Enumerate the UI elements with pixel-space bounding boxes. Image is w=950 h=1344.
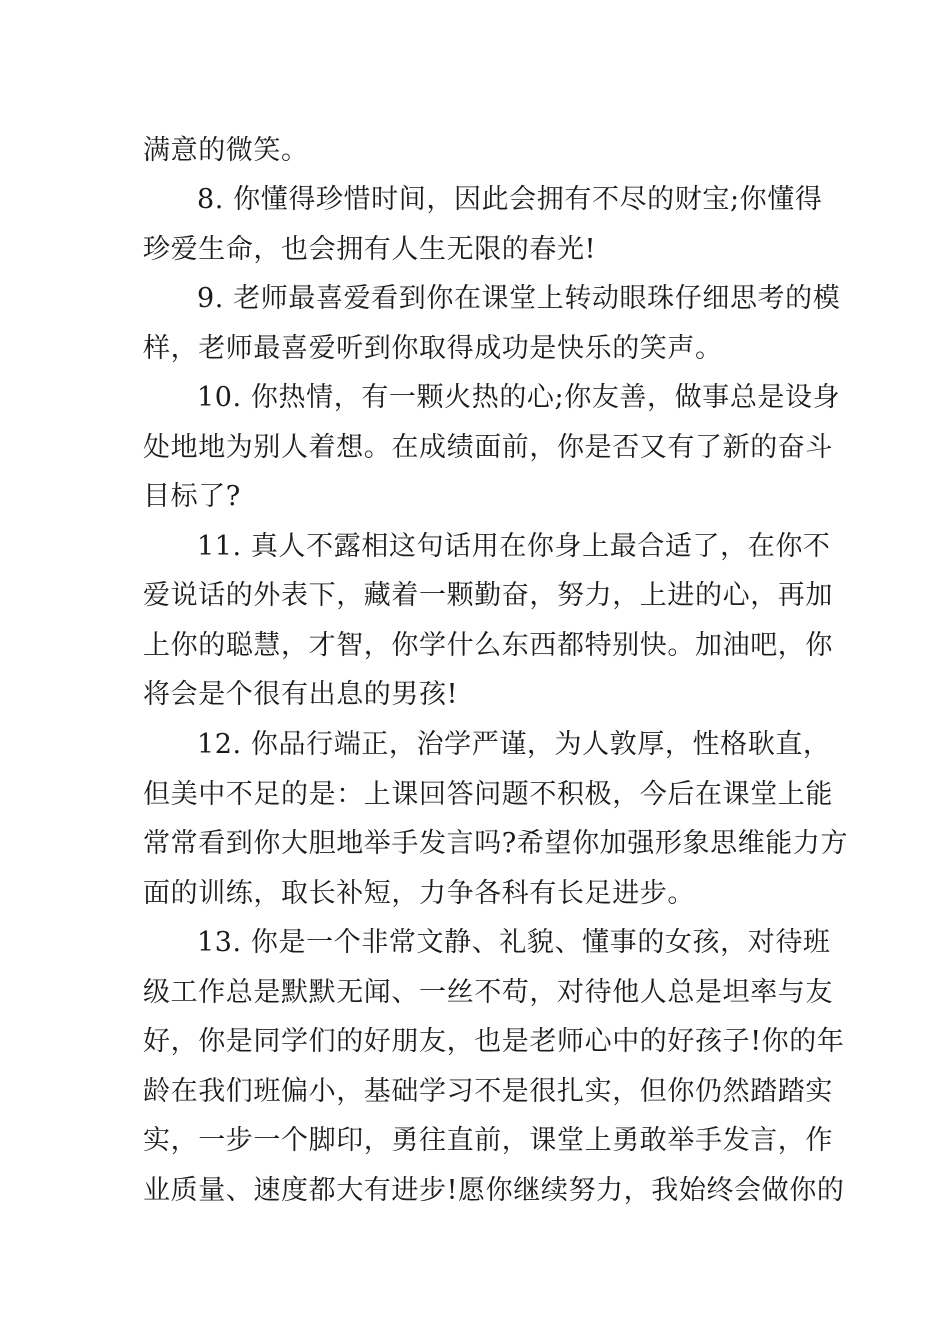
text-line: 面的训练，取长补短，力争各科有长足进步。 (143, 878, 695, 909)
text-line: 实，一步一个脚印，勇往直前，课堂上勇敢举手发言，作 (143, 1125, 833, 1156)
text-line: 龄在我们班偏小，基础学习不是很扎实，但你仍然踏踏实 (143, 1076, 833, 1107)
text-line: 业质量、速度都大有进步!愿你继续努力，我始终会做你的 (143, 1175, 845, 1206)
text-line: 9. 老师最喜爱看到你在课堂上转动眼珠仔细思考的模 (197, 283, 841, 314)
text-line: 目标了? (143, 481, 241, 512)
text-line: 10. 你热情，有一颗火热的心;你友善，做事总是设身 (197, 382, 841, 413)
text-line: 满意的微笑。 (143, 135, 309, 166)
text-line: 13. 你是一个非常文静、礼貌、懂事的女孩，对待班 (197, 927, 831, 958)
text-line: 将会是个很有出息的男孩! (143, 679, 459, 710)
text-line: 珍爱生命，也会拥有人生无限的春光! (143, 234, 597, 265)
text-line: 级工作总是默默无闻、一丝不苟，对待他人总是坦率与友 (143, 977, 833, 1008)
text-line: 样，老师最喜爱听到你取得成功是快乐的笑声。 (143, 333, 723, 364)
text-line: 上你的聪慧，才智，你学什么东西都特别快。加油吧，你 (143, 630, 833, 661)
text-line: 爱说话的外表下，藏着一颗勤奋，努力，上进的心，再加 (143, 580, 833, 611)
text-line: 好，你是同学们的好朋友，也是老师心中的好孩子!你的年 (143, 1026, 845, 1057)
text-line: 8. 你懂得珍惜时间，因此会拥有不尽的财宝;你懂得 (197, 184, 823, 215)
text-line: 11. 真人不露相这句话用在你身上最合适了，在你不 (197, 531, 831, 562)
text-line: 12. 你品行端正，治学严谨，为人敦厚，性格耿直， (197, 729, 831, 760)
text-line: 但美中不足的是：上课回答问题不积极，今后在课堂上能 (143, 779, 833, 810)
text-line: 处地地为别人着想。在成绩面前，你是否又有了新的奋斗 (143, 432, 833, 463)
text-line: 常常看到你大胆地举手发言吗?希望你加强形象思维能力方 (143, 828, 849, 859)
